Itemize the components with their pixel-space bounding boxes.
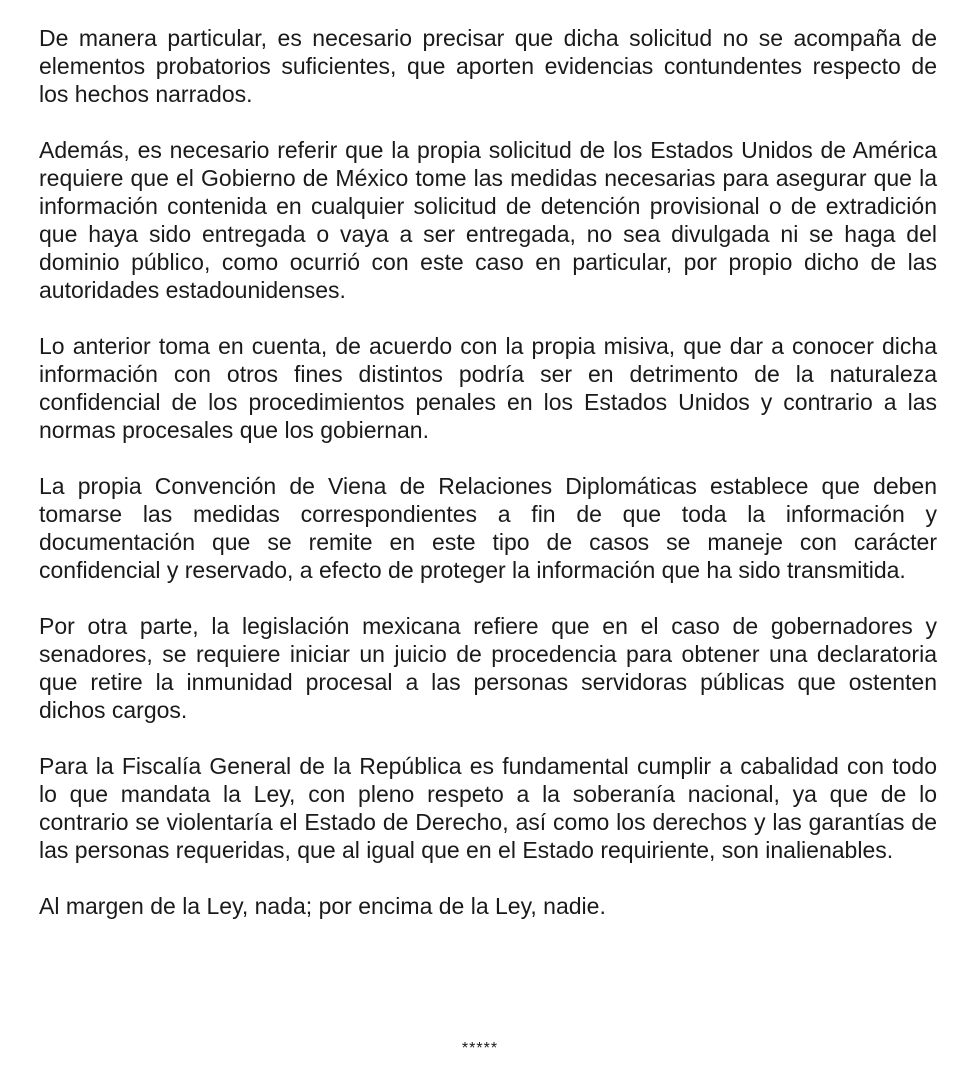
document-body xyxy=(39,24,937,948)
paragraph-confidentiality-request: Además, es necesario referir que la propia solicitud de los Estados Unidos de América requiere que el Gobierno de México tome las medidas necesarias para asegurar que la información contenida en cualquier solicitud de detención provisional o de extradición que haya sido entregada o vaya a ser entregada, no sea divulgada ni se haga del dominio público, como ocurrió con este caso en particular, por propio dicho de las autoridades estadounidenses. xyxy=(39,137,937,303)
end-separator: ***** xyxy=(461,1040,499,1057)
paragraph-closing-motto: Al margen de la Ley, nada; por encima de la Ley, nadie. xyxy=(39,893,606,919)
paragraph-fiscalia: Para la Fiscalía General de la República es fundamental cumplir a cabalidad con todo lo que mandata la Ley, con pleno respeto a la soberanía nacional, ya que de lo contrario se violentaría el Estado de Derecho, así como los derechos y las garantías de las personas requeridas, que al igual que en el Estado requiriente, son inalienables. xyxy=(39,753,937,863)
paragraph-missive: Lo anterior toma en cuenta, de acuerdo con la propia misiva, que dar a conocer dicha información con otros fines distintos podría ser en detrimento de la naturaleza confidencial de los procedimientos penales en los Estados Unidos y contrario a las normas procesales que los gobiernan. xyxy=(39,333,937,443)
paragraph-vienna-convention: La propia Convención de Viena de Relaciones Diplomáticas establece que deben tomarse las medidas correspondientes a fin de que toda la información y documentación que se remite en este tipo de casos se maneje con carácter confidencial y reservado, a efecto de proteger la información que ha sido transmitida. xyxy=(39,473,937,583)
paragraph-evidence: De manera particular, es necesario precisar que dicha solicitud no se acompaña de elementos probatorios suficientes, que aporten evidencias contundentes respecto de los hechos narrados. xyxy=(39,25,937,107)
paragraph-mexican-legislation: Por otra parte, la legislación mexicana refiere que en el caso de gobernadores y senadores, se requiere iniciar un juicio de procedencia para obtener una declaratoria que retire la inmunidad procesal a las personas servidoras públicas que ostenten dichos cargos. xyxy=(39,613,937,723)
